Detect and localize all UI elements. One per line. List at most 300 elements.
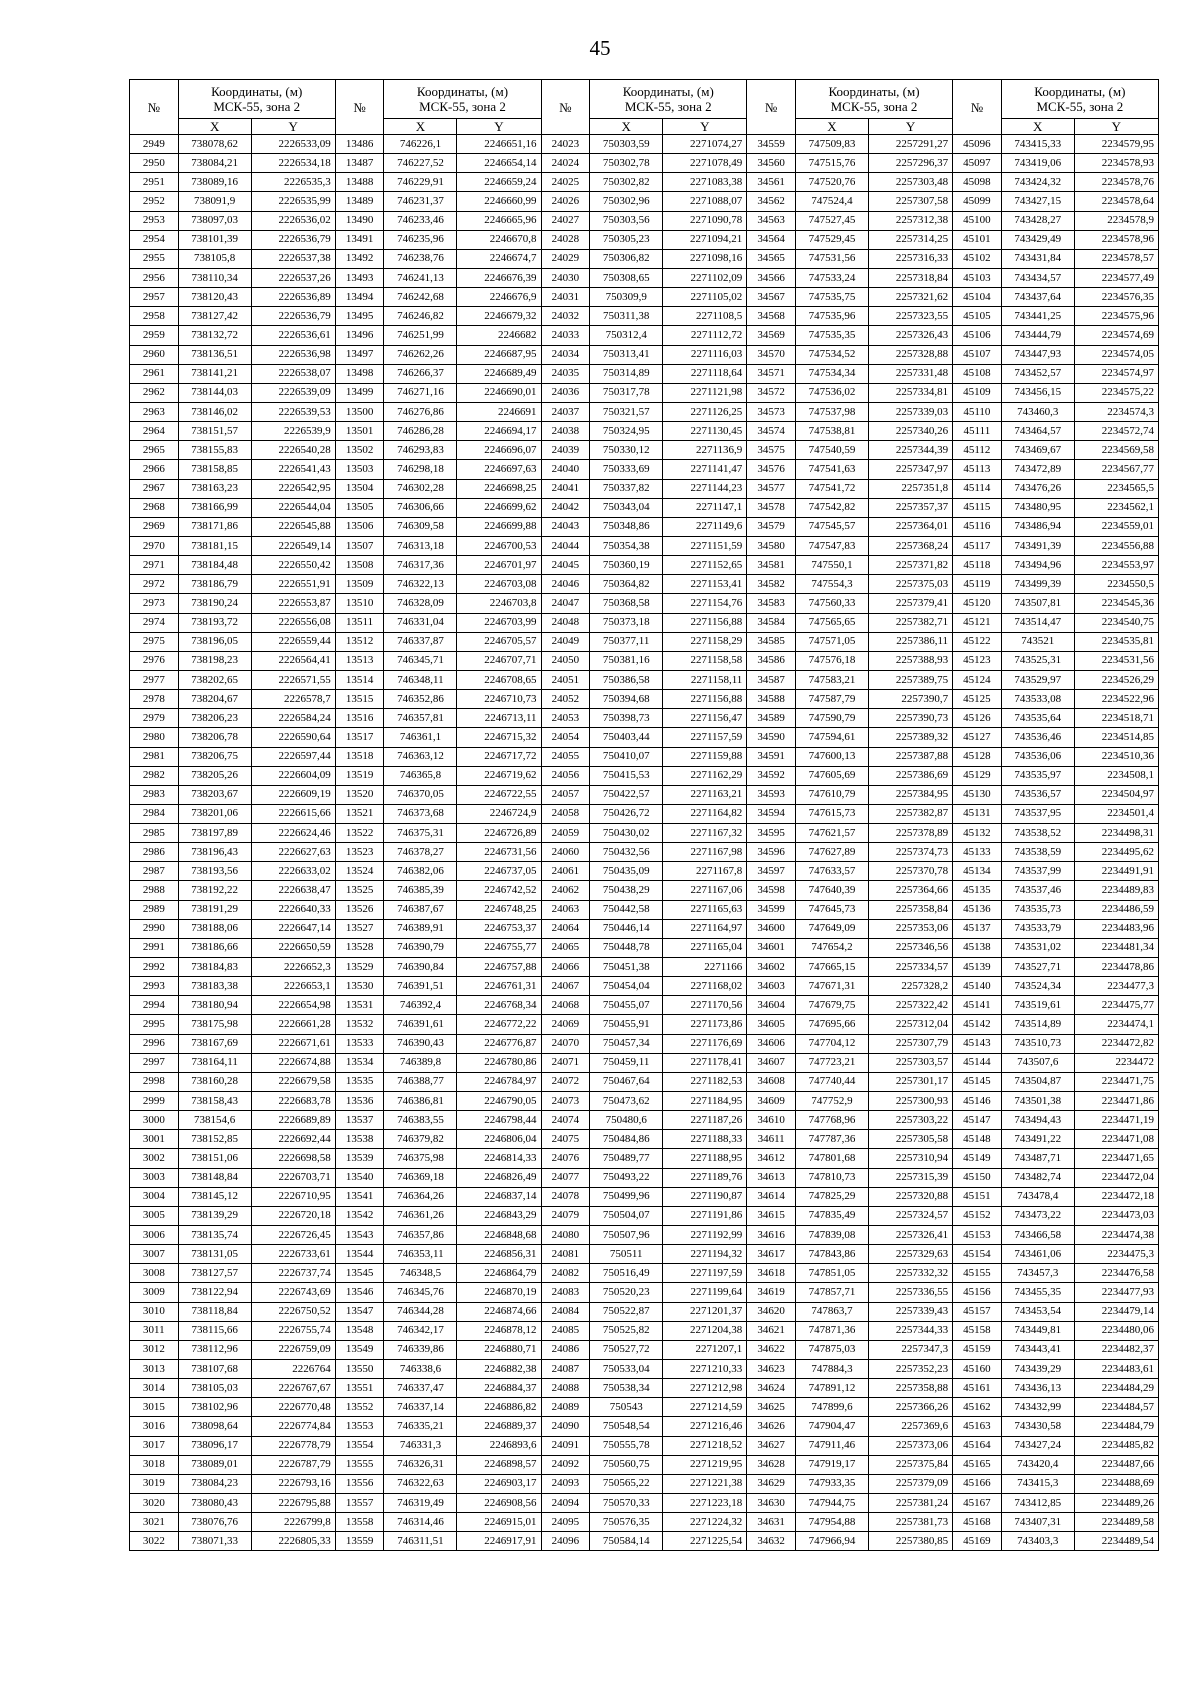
point-number-cell: 2968 [130, 498, 179, 517]
point-number-cell: 24041 [541, 479, 590, 498]
coordinate-y-cell: 2234489,58 [1074, 1513, 1158, 1532]
point-number-cell: 24030 [541, 268, 590, 287]
point-number-cell: 2975 [130, 632, 179, 651]
coordinate-x-cell: 743415,3 [1001, 1474, 1074, 1493]
coordinate-y-cell: 2257332,32 [868, 1264, 952, 1283]
coordinate-x-cell: 747550,1 [795, 556, 868, 575]
coordinate-y-cell: 2234575,96 [1074, 307, 1158, 326]
point-number-cell: 2998 [130, 1072, 179, 1091]
coordinate-y-cell: 2246780,86 [457, 1053, 541, 1072]
coordinate-x-cell: 746238,76 [384, 249, 457, 268]
coordinate-y-cell: 2257326,41 [868, 1226, 952, 1245]
coordinate-x-cell: 743494,43 [1001, 1111, 1074, 1130]
table-row [130, 728, 1159, 747]
coordinate-x-cell: 738144,03 [178, 383, 251, 402]
point-number-cell: 24085 [541, 1321, 590, 1340]
point-number-cell: 3014 [130, 1379, 179, 1398]
point-number-cell: 34589 [747, 709, 796, 728]
point-number-cell: 45118 [953, 556, 1002, 575]
coordinate-y-cell: 2257381,24 [868, 1493, 952, 1512]
point-number-cell: 34607 [747, 1053, 796, 1072]
point-number-cell: 24071 [541, 1053, 590, 1072]
coordinate-x-cell: 743469,67 [1001, 441, 1074, 460]
coordinate-x-cell: 738107,68 [178, 1360, 251, 1379]
coordinate-x-cell: 743472,89 [1001, 460, 1074, 479]
coordinate-x-cell: 746390,84 [384, 958, 457, 977]
point-number-cell: 13531 [335, 996, 384, 1015]
point-number-cell: 2965 [130, 441, 179, 460]
coordinate-y-cell: 2246776,87 [457, 1034, 541, 1053]
point-number-cell: 34577 [747, 479, 796, 498]
coordinate-x-cell: 747527,45 [795, 211, 868, 230]
coordinate-y-cell: 2257307,79 [868, 1034, 952, 1053]
coordinate-y-cell: 2271088,07 [663, 192, 747, 211]
coordinate-x-cell: 738097,03 [178, 211, 251, 230]
point-number-cell: 24047 [541, 594, 590, 613]
coordinate-y-cell: 2226674,88 [251, 1053, 335, 1072]
coordinate-y-cell: 2226553,87 [251, 594, 335, 613]
coordinate-x-cell: 750499,96 [590, 1187, 663, 1206]
point-number-cell: 2959 [130, 326, 179, 345]
table-row [130, 364, 1159, 383]
coordinate-y-cell: 2271078,49 [663, 154, 747, 173]
coordinate-x-cell: 750348,86 [590, 517, 663, 536]
coordinate-y-cell: 2234572,74 [1074, 422, 1158, 441]
coordinate-x-cell: 746235,96 [384, 230, 457, 249]
coordinate-x-cell: 747621,57 [795, 824, 868, 843]
table-row [130, 804, 1159, 823]
coordinate-y-cell: 2234522,96 [1074, 690, 1158, 709]
point-number-cell: 13524 [335, 862, 384, 881]
coordinate-x-cell: 743429,49 [1001, 230, 1074, 249]
table-row [130, 747, 1159, 766]
point-number-cell: 45133 [953, 843, 1002, 862]
header-x: X [178, 119, 251, 135]
table-row [130, 1264, 1159, 1283]
point-number-cell: 45100 [953, 211, 1002, 230]
coordinate-x-cell: 746337,14 [384, 1398, 457, 1417]
coordinate-x-cell: 743529,97 [1001, 670, 1074, 689]
table-row [130, 766, 1159, 785]
coordinate-x-cell: 747645,73 [795, 900, 868, 919]
header-y: Y [457, 119, 541, 135]
coordinate-y-cell: 2246719,62 [457, 766, 541, 785]
point-number-cell: 34603 [747, 977, 796, 996]
point-number-cell: 34610 [747, 1111, 796, 1130]
point-number-cell: 34573 [747, 402, 796, 421]
point-number-cell: 34604 [747, 996, 796, 1015]
point-number-cell: 45106 [953, 326, 1002, 345]
point-number-cell: 24028 [541, 230, 590, 249]
coordinate-x-cell: 747863,7 [795, 1302, 868, 1321]
table-row [130, 383, 1159, 402]
coordinate-x-cell: 746361,26 [384, 1206, 457, 1225]
coordinate-y-cell: 2246742,52 [457, 881, 541, 900]
point-number-cell: 13498 [335, 364, 384, 383]
coordinate-y-cell: 2257379,09 [868, 1474, 952, 1493]
point-number-cell: 45142 [953, 1015, 1002, 1034]
point-number-cell: 45167 [953, 1493, 1002, 1512]
header-x: X [795, 119, 868, 135]
coordinate-x-cell: 738167,69 [178, 1034, 251, 1053]
coordinate-x-cell: 750415,53 [590, 766, 663, 785]
point-number-cell: 2962 [130, 383, 179, 402]
point-number-cell: 45155 [953, 1264, 1002, 1283]
coordinate-x-cell: 747671,31 [795, 977, 868, 996]
coordinate-y-cell: 2234504,97 [1074, 785, 1158, 804]
coordinate-y-cell: 2271218,52 [663, 1436, 747, 1455]
coordinate-y-cell: 2234518,71 [1074, 709, 1158, 728]
point-number-cell: 45131 [953, 804, 1002, 823]
coordinate-x-cell: 743537,95 [1001, 804, 1074, 823]
point-number-cell: 34609 [747, 1092, 796, 1111]
coordinate-y-cell: 2226683,78 [251, 1092, 335, 1111]
coordinate-y-cell: 2246708,65 [457, 670, 541, 689]
header-coordinates-units: Координаты, (м) [211, 84, 303, 99]
coordinate-x-cell: 738188,06 [178, 919, 251, 938]
coordinate-y-cell: 2271214,59 [663, 1398, 747, 1417]
point-number-cell: 2996 [130, 1034, 179, 1053]
coordinate-x-cell: 743430,58 [1001, 1417, 1074, 1436]
coordinate-y-cell: 2257324,57 [868, 1206, 952, 1225]
point-number-cell: 34596 [747, 843, 796, 862]
point-number-cell: 24095 [541, 1513, 590, 1532]
coordinate-y-cell: 2246703,08 [457, 575, 541, 594]
coordinate-x-cell: 747537,98 [795, 402, 868, 421]
coordinate-y-cell: 2257388,93 [868, 651, 952, 670]
point-number-cell: 13516 [335, 709, 384, 728]
header-coordinates [795, 80, 952, 119]
point-number-cell: 2966 [130, 460, 179, 479]
point-number-cell: 45157 [953, 1302, 1002, 1321]
coordinate-y-cell: 2257329,63 [868, 1245, 952, 1264]
coordinate-y-cell: 2271141,47 [663, 460, 747, 479]
point-number-cell: 13507 [335, 536, 384, 555]
coordinate-x-cell: 750354,38 [590, 536, 663, 555]
point-number-cell: 2979 [130, 709, 179, 728]
point-number-cell: 2988 [130, 881, 179, 900]
coordinate-y-cell: 2257374,73 [868, 843, 952, 862]
coordinate-y-cell: 2234473,03 [1074, 1206, 1158, 1225]
coordinate-x-cell: 738186,66 [178, 938, 251, 957]
coordinate-x-cell: 743491,22 [1001, 1130, 1074, 1149]
coordinate-x-cell: 746345,71 [384, 651, 457, 670]
coordinate-x-cell: 747560,33 [795, 594, 868, 613]
point-number-cell: 3008 [130, 1264, 179, 1283]
point-number-cell: 24045 [541, 556, 590, 575]
coordinate-x-cell: 747843,86 [795, 1245, 868, 1264]
coordinate-y-cell: 2246903,17 [457, 1474, 541, 1493]
coordinate-y-cell: 2246898,57 [457, 1455, 541, 1474]
coordinate-y-cell: 2246676,9 [457, 288, 541, 307]
point-number-cell: 45107 [953, 345, 1002, 364]
coordinate-y-cell: 2226698,58 [251, 1149, 335, 1168]
point-number-cell: 24026 [541, 192, 590, 211]
coordinate-y-cell: 2226805,33 [251, 1532, 335, 1551]
coordinate-x-cell: 747787,36 [795, 1130, 868, 1149]
coordinate-x-cell: 750364,82 [590, 575, 663, 594]
coordinate-x-cell: 750459,11 [590, 1053, 663, 1072]
coordinate-x-cell: 750324,95 [590, 422, 663, 441]
coordinate-y-cell: 2257347,97 [868, 460, 952, 479]
table-row [130, 345, 1159, 364]
coordinate-y-cell: 2257358,88 [868, 1379, 952, 1398]
coordinate-y-cell: 2257379,41 [868, 594, 952, 613]
point-number-cell: 13509 [335, 575, 384, 594]
point-number-cell: 24066 [541, 958, 590, 977]
coordinate-y-cell: 2257323,55 [868, 307, 952, 326]
coordinate-x-cell: 738131,05 [178, 1245, 251, 1264]
coordinate-y-cell: 2257331,48 [868, 364, 952, 383]
point-number-cell: 34572 [747, 383, 796, 402]
coordinate-x-cell: 750381,16 [590, 651, 663, 670]
coordinate-y-cell: 2271147,1 [663, 498, 747, 517]
coordinate-x-cell: 750373,18 [590, 613, 663, 632]
coordinate-y-cell: 2226533,09 [251, 135, 335, 154]
table-row [130, 479, 1159, 498]
point-number-cell: 2997 [130, 1053, 179, 1072]
coordinate-x-cell: 746375,31 [384, 824, 457, 843]
coordinate-x-cell: 738148,84 [178, 1168, 251, 1187]
coordinate-y-cell: 2257339,03 [868, 402, 952, 421]
coordinate-y-cell: 2271158,58 [663, 651, 747, 670]
table-row [130, 1493, 1159, 1512]
point-number-cell: 45104 [953, 288, 1002, 307]
coordinate-x-cell: 738202,65 [178, 670, 251, 689]
point-number-cell: 13542 [335, 1206, 384, 1225]
coordinate-y-cell: 2234577,49 [1074, 268, 1158, 287]
header-number: № [747, 80, 796, 135]
point-number-cell: 13522 [335, 824, 384, 843]
coordinate-x-cell: 750302,96 [590, 192, 663, 211]
header-coordinates-units: Координаты, (м) [828, 84, 920, 99]
point-number-cell: 13492 [335, 249, 384, 268]
coordinate-x-cell: 746375,98 [384, 1149, 457, 1168]
point-number-cell: 24069 [541, 1015, 590, 1034]
coordinate-x-cell: 747545,57 [795, 517, 868, 536]
coordinate-x-cell: 750473,62 [590, 1092, 663, 1111]
coordinate-y-cell: 2226545,88 [251, 517, 335, 536]
point-number-cell: 24082 [541, 1264, 590, 1283]
table-row [130, 1302, 1159, 1321]
coordinate-y-cell: 2271212,98 [663, 1379, 747, 1398]
coordinate-y-cell: 2246654,14 [457, 154, 541, 173]
coordinate-x-cell: 738184,48 [178, 556, 251, 575]
point-number-cell: 13513 [335, 651, 384, 670]
coordinate-x-cell: 746390,79 [384, 938, 457, 957]
coordinate-y-cell: 2226539,09 [251, 383, 335, 402]
header-x: X [1001, 119, 1074, 135]
coordinate-y-cell: 2234556,88 [1074, 536, 1158, 555]
coordinate-y-cell: 2271176,69 [663, 1034, 747, 1053]
coordinate-y-cell: 2246674,7 [457, 249, 541, 268]
point-number-cell: 24049 [541, 632, 590, 651]
coordinate-x-cell: 750555,78 [590, 1436, 663, 1455]
point-number-cell: 45132 [953, 824, 1002, 843]
coordinate-y-cell: 2257380,85 [868, 1532, 952, 1551]
coordinate-y-cell: 2257352,23 [868, 1360, 952, 1379]
coordinate-y-cell: 2257305,58 [868, 1130, 952, 1149]
coordinate-x-cell: 743507,6 [1001, 1053, 1074, 1072]
coordinate-x-cell: 750337,82 [590, 479, 663, 498]
coordinate-x-cell: 743494,96 [1001, 556, 1074, 575]
coordinate-y-cell: 2234484,79 [1074, 1417, 1158, 1436]
coordinate-y-cell: 2234471,65 [1074, 1149, 1158, 1168]
coordinate-y-cell: 2246761,31 [457, 977, 541, 996]
coordinate-y-cell: 2234472,04 [1074, 1168, 1158, 1187]
coordinate-x-cell: 738163,23 [178, 479, 251, 498]
coordinate-x-cell: 750448,78 [590, 938, 663, 957]
table-row [130, 1532, 1159, 1551]
coordinate-x-cell: 750527,72 [590, 1340, 663, 1359]
point-number-cell: 45113 [953, 460, 1002, 479]
coordinate-y-cell: 2226535,99 [251, 192, 335, 211]
point-number-cell: 3017 [130, 1436, 179, 1455]
coordinate-x-cell: 747723,21 [795, 1053, 868, 1072]
coordinate-y-cell: 2246670,8 [457, 230, 541, 249]
coordinate-y-cell: 2226799,8 [251, 1513, 335, 1532]
coordinate-x-cell: 747529,45 [795, 230, 868, 249]
coordinate-y-cell: 2226647,14 [251, 919, 335, 938]
coordinate-x-cell: 746389,8 [384, 1053, 457, 1072]
coordinate-y-cell: 2271112,72 [663, 326, 747, 345]
coordinate-y-cell: 2271156,47 [663, 709, 747, 728]
coordinate-x-cell: 747576,18 [795, 651, 868, 670]
coordinate-x-cell: 738201,06 [178, 804, 251, 823]
point-number-cell: 34621 [747, 1321, 796, 1340]
point-number-cell: 34618 [747, 1264, 796, 1283]
coordinate-x-cell: 738158,85 [178, 460, 251, 479]
coordinate-x-cell: 738206,78 [178, 728, 251, 747]
point-number-cell: 3018 [130, 1455, 179, 1474]
coordinate-y-cell: 2246882,38 [457, 1360, 541, 1379]
point-number-cell: 45162 [953, 1398, 1002, 1417]
coordinate-x-cell: 747640,39 [795, 881, 868, 900]
coordinate-x-cell: 750454,04 [590, 977, 663, 996]
point-number-cell: 34612 [747, 1149, 796, 1168]
point-number-cell: 13523 [335, 843, 384, 862]
coordinate-y-cell: 2257375,84 [868, 1455, 952, 1474]
coordinate-y-cell: 2234574,97 [1074, 364, 1158, 383]
coordinate-y-cell: 2234545,36 [1074, 594, 1158, 613]
coordinate-x-cell: 743487,71 [1001, 1149, 1074, 1168]
point-number-cell: 45101 [953, 230, 1002, 249]
table-row [130, 249, 1159, 268]
coordinate-y-cell: 2234477,93 [1074, 1283, 1158, 1302]
coordinate-y-cell: 2246784,97 [457, 1072, 541, 1091]
coordinate-x-cell: 750314,89 [590, 364, 663, 383]
coordinate-x-cell: 743533,79 [1001, 919, 1074, 938]
point-number-cell: 3003 [130, 1168, 179, 1187]
point-number-cell: 34568 [747, 307, 796, 326]
coordinate-y-cell: 2226633,02 [251, 862, 335, 881]
coordinate-y-cell: 2234474,1 [1074, 1015, 1158, 1034]
coordinate-y-cell: 2271163,21 [663, 785, 747, 804]
coordinate-y-cell: 2271165,04 [663, 938, 747, 957]
point-number-cell: 24084 [541, 1302, 590, 1321]
coordinate-y-cell: 2271126,25 [663, 402, 747, 421]
coordinate-x-cell: 743533,08 [1001, 690, 1074, 709]
point-number-cell: 13505 [335, 498, 384, 517]
coordinate-x-cell: 738118,84 [178, 1302, 251, 1321]
table-row [130, 154, 1159, 173]
point-number-cell: 13508 [335, 556, 384, 575]
point-number-cell: 45128 [953, 747, 1002, 766]
coordinate-y-cell: 2226770,48 [251, 1398, 335, 1417]
table-row [130, 958, 1159, 977]
coordinate-y-cell: 2234480,06 [1074, 1321, 1158, 1340]
coordinate-x-cell: 747547,83 [795, 536, 868, 555]
point-number-cell: 3019 [130, 1474, 179, 1493]
point-number-cell: 24037 [541, 402, 590, 421]
coordinate-y-cell: 2271167,8 [663, 862, 747, 881]
point-number-cell: 13494 [335, 288, 384, 307]
coordinate-x-cell: 738180,94 [178, 996, 251, 1015]
coordinate-x-cell: 747531,56 [795, 249, 868, 268]
point-number-cell: 34631 [747, 1513, 796, 1532]
table-row [130, 1455, 1159, 1474]
coordinate-y-cell: 2271083,38 [663, 173, 747, 192]
point-number-cell: 34570 [747, 345, 796, 364]
point-number-cell: 13556 [335, 1474, 384, 1493]
point-number-cell: 2971 [130, 556, 179, 575]
coordinate-x-cell: 743514,89 [1001, 1015, 1074, 1034]
coordinate-y-cell: 2257328,88 [868, 345, 952, 364]
point-number-cell: 34628 [747, 1455, 796, 1474]
point-number-cell: 13545 [335, 1264, 384, 1283]
point-number-cell: 24096 [541, 1532, 590, 1551]
coordinate-y-cell: 2226571,55 [251, 670, 335, 689]
coordinate-y-cell: 2226743,69 [251, 1283, 335, 1302]
coordinate-y-cell: 2234498,31 [1074, 824, 1158, 843]
point-number-cell: 34608 [747, 1072, 796, 1091]
point-number-cell: 13491 [335, 230, 384, 249]
coordinate-x-cell: 746364,26 [384, 1187, 457, 1206]
point-number-cell: 13489 [335, 192, 384, 211]
coordinate-x-cell: 746345,76 [384, 1283, 457, 1302]
coordinate-x-cell: 747891,12 [795, 1379, 868, 1398]
coordinate-y-cell: 2226564,41 [251, 651, 335, 670]
point-number-cell: 34602 [747, 958, 796, 977]
coordinate-y-cell: 2234501,4 [1074, 804, 1158, 823]
table-row [130, 1072, 1159, 1091]
coordinate-y-cell: 2271216,46 [663, 1417, 747, 1436]
coordinate-y-cell: 2234508,1 [1074, 766, 1158, 785]
point-number-cell: 24033 [541, 326, 590, 345]
point-number-cell: 34586 [747, 651, 796, 670]
table-row [130, 938, 1159, 957]
point-number-cell: 45134 [953, 862, 1002, 881]
coordinate-y-cell: 2257320,88 [868, 1187, 952, 1206]
point-number-cell: 13553 [335, 1417, 384, 1436]
point-number-cell: 45140 [953, 977, 1002, 996]
coordinate-x-cell: 750410,07 [590, 747, 663, 766]
coordinate-y-cell: 2246880,71 [457, 1340, 541, 1359]
coordinate-y-cell: 2226679,58 [251, 1072, 335, 1091]
point-number-cell: 13495 [335, 307, 384, 326]
coordinate-y-cell: 2271223,18 [663, 1493, 747, 1512]
coordinate-x-cell: 746387,67 [384, 900, 457, 919]
coordinate-x-cell: 747554,3 [795, 575, 868, 594]
point-number-cell: 13534 [335, 1053, 384, 1072]
coordinate-y-cell: 2246698,25 [457, 479, 541, 498]
coordinate-y-cell: 2234578,64 [1074, 192, 1158, 211]
coordinate-y-cell: 2234578,57 [1074, 249, 1158, 268]
coordinate-y-cell: 2246705,57 [457, 632, 541, 651]
point-number-cell: 3015 [130, 1398, 179, 1417]
coordinate-x-cell: 750516,49 [590, 1264, 663, 1283]
coordinate-y-cell: 2246908,56 [457, 1493, 541, 1512]
